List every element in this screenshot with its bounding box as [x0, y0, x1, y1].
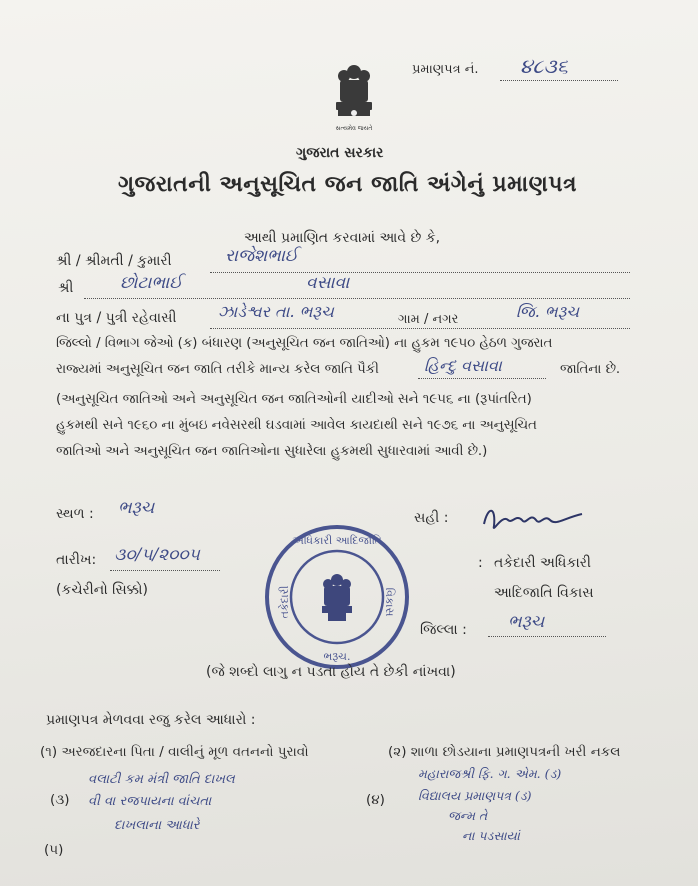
document-4-line-3: જન્મ તે [448, 808, 488, 823]
officer-colon: : [478, 555, 483, 571]
officer-department: આદિજાતિ વિકાસ [494, 585, 594, 601]
body-line-5: જાતિઓ અને અનુસૂચિત જન જાતિઓના સુધારેલા હુકમથી સુધારવામાં આવી છે.) [56, 444, 488, 459]
documents-heading: પ્રમાણપત્ર મેળવવા રજુ કરેલ આધારો : [46, 712, 256, 728]
residence-value: ઝાડેશ્વર તા. ભરૂચ [218, 302, 334, 321]
document-4-number: (૪) [366, 792, 385, 808]
caste-suffix: જાતિના છે. [560, 362, 621, 377]
seal-top-text: અધિકારી આદિજાતિ [292, 534, 382, 547]
document-3-line-1: વલાટી કમ મંત્રી જાતિ દાખલ [88, 772, 235, 787]
document-2: (૨) શાળા છોડયાના પ્રમાણપત્રની ખરી નકલ [388, 744, 621, 760]
emblem-caption: સત્યમેવ જયતે [335, 125, 373, 132]
document-4-line-2: વિદ્યાલય પ્રમાણપત્ર (ડ) [418, 788, 532, 803]
father-value: છોટાભાઈ [120, 273, 183, 293]
body-line-2: રાજ્યમાં અનુસૂચિત જન જાતિ તરીકે માન્ય કરેલ જાતિ પૈકી [56, 362, 379, 377]
certificate-number-value: ૪૮૩૬ [520, 54, 568, 78]
father-prefix: શ્રી [58, 280, 74, 296]
strike-note: (જે શબ્દો લાગુ ન પડતા હોય તે છેકી નાંખવા) [206, 664, 456, 680]
seal-right-text: વિકાસ [383, 587, 396, 617]
document-4-line-1: મહારાજશ્રી ફિ. ગ. એમ. (ડ) [418, 766, 562, 781]
national-emblem-icon [330, 62, 378, 136]
document-3-number: (૩) [50, 792, 70, 808]
seal-left-text: તકેદારી [278, 585, 291, 619]
place-label: સ્થળ : [56, 506, 94, 522]
officer-signature [478, 500, 590, 540]
district-line [488, 636, 606, 637]
date-value: ૩૦/૫/૨૦૦૫ [114, 545, 200, 565]
certificate-number-label: પ્રમાણપત્ર નં. [412, 62, 479, 77]
surname-value: વસાવા [306, 273, 350, 293]
caste-value: હિન્દુ વસાવા [424, 356, 502, 375]
name-label: શ્રી / શ્રીમતી / કુમારી [56, 253, 172, 269]
caste-line [418, 378, 546, 379]
certificate-title: ગુજરાતની અનુસૂચિત જન જાતિ અંગેનું પ્રમાણપત્ર [118, 172, 578, 197]
document-3-line-2: વી વા રજપાયના વાંચતા [88, 794, 212, 809]
officer-title: તકેદારી અધિકારી [494, 555, 592, 571]
office-seal-stamp [262, 522, 412, 672]
name-value: રાજેશભાઈ [225, 246, 299, 266]
document-3-line-3: દાખલાના આધારે [114, 818, 200, 833]
seal-bottom-text: ભરૂચ. [323, 650, 351, 663]
body-line-4: હુકમથી સને ૧૯૬૦ ના મુંબઇ નવેસરથી ઘડવામાં આવેલ કાયદાથી સને ૧૯૭૬ ના અનુસૂચિત [56, 418, 537, 433]
gaam-label: ગામ / નગર [398, 312, 459, 327]
document-5-number: (૫) [44, 842, 64, 858]
residence-label: ના પુત્ર / પુત્રી રહેવાસી [56, 310, 177, 326]
body-line-1: જિલ્લો / વિભાગ જેઓ (ક) બંધારણ (અનુસૂચિત જન જાતિઓ) ના હુકમ ૧૯૫૦ હેઠળ ગુજરાત [56, 336, 553, 351]
government-name: ગુજરાત સરકાર [296, 145, 384, 161]
father-line [84, 298, 630, 299]
intro-text: આથી પ્રમાણિત કરવામાં આવે છે કે, [244, 230, 441, 246]
signature-label: સહી : [414, 510, 449, 526]
residence-line [210, 328, 630, 329]
district-label: જિલ્લા : [420, 622, 467, 638]
gaam-value: જિ. ભરૂચ [516, 302, 580, 321]
name-line [210, 272, 630, 273]
document-1: (૧) અરજદારના પિતા / વાલીનું મૂળ વતનનો પુરાવો [40, 744, 309, 760]
district-value: ભરૂચ [508, 612, 545, 632]
certificate-number-line [500, 80, 618, 81]
date-line [110, 570, 220, 571]
office-seal-label: (કચેરીનો સિક્કો) [56, 582, 148, 598]
body-line-3: (અનુસૂચિત જાતિઓ અને અનુસૂચિત જન જાતિઓની યાદીઓ સને ૧૯૫૬ ના (રૂપાંતરિત) [56, 392, 532, 407]
date-label: તારીખ: [56, 552, 97, 568]
document-4-line-4: ના પડસાયાં [462, 828, 520, 843]
place-value: ભરૂચ [118, 498, 155, 518]
